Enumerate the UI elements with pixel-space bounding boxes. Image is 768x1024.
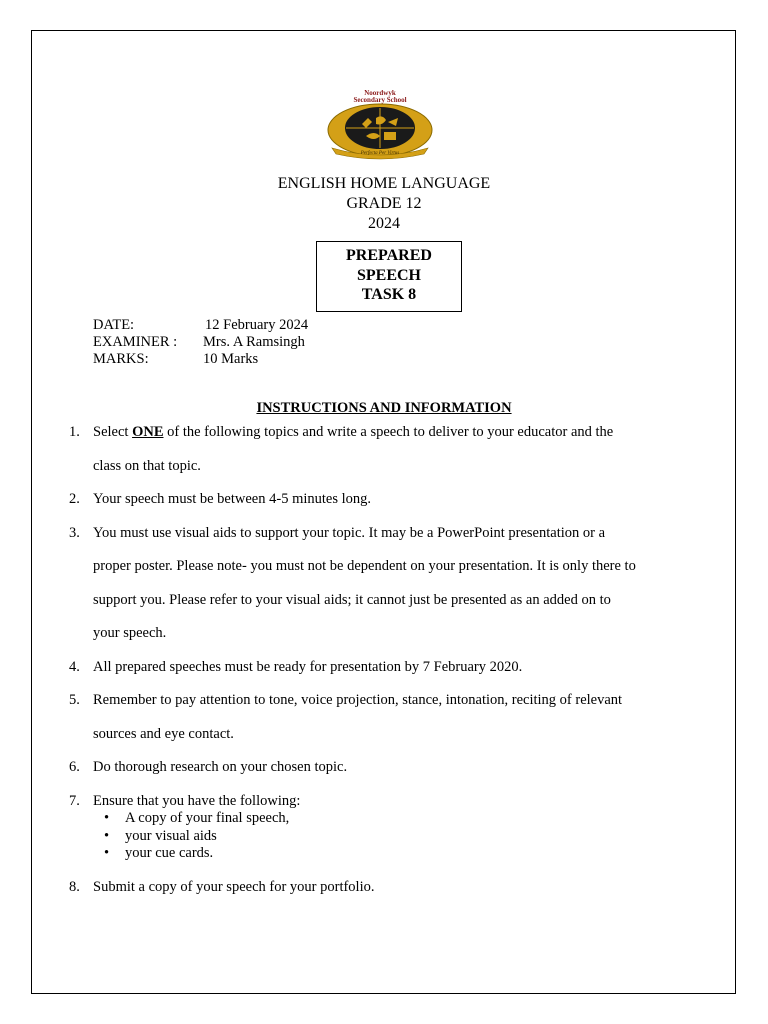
instruction-3-line1: You must use visual aids to support your topic. It may be a PowerPoint presentation or a [93, 524, 606, 541]
instruction-3-line3: support you. Please refer to your visual aids; it cannot just be presented as an added on to [93, 591, 611, 608]
instruction-number: 8. [69, 878, 80, 895]
instruction-4-text: All prepared speeches must be ready for presentation by 7 February 2020. [93, 658, 523, 675]
instruction-2-text: Your speech must be between 4-5 minutes long. [93, 491, 372, 507]
instruction-1-emphasis: ONE [132, 424, 164, 440]
instruction-6-text: Do thorough research on your chosen topic. [93, 759, 348, 775]
instruction-number: 6. [69, 759, 80, 775]
task-line-2: SPEECH [356, 266, 421, 284]
instruction-7-text: Ensure that you have the following: [93, 792, 301, 809]
instruction-item-8 [69, 871, 689, 905]
instruction-7-bullets [69, 810, 689, 863]
date-value: 12 February 2024 [205, 317, 309, 333]
bullet-item: • A copy of your final speech, [69, 810, 689, 828]
instruction-number: 5. [69, 692, 80, 708]
subject-title: ENGLISH HOME LANGUAGE [277, 175, 491, 192]
school-crest-icon [318, 88, 442, 160]
instruction-item-3 [69, 517, 689, 651]
instruction-number: 4. [69, 658, 80, 675]
instruction-1-line2: class on that topic. [93, 457, 201, 474]
instruction-number: 7. [69, 792, 80, 809]
task-line-3: TASK 8 [361, 286, 417, 303]
instruction-3-line2: proper poster. Please note- you must not be dependent on your presentation. It is only there to [93, 558, 636, 574]
logo-motto: Perfecta Per Virtus [360, 151, 400, 156]
instruction-item-2 [69, 483, 689, 517]
examiner-label: EXAMINER : [93, 334, 178, 350]
instruction-5-line1: Remember to pay attention to tone, voice projection, stance, intonation, reciting of relevant [93, 692, 623, 708]
task-box [316, 241, 462, 312]
instruction-item-5 [69, 684, 689, 751]
meta-date-row [93, 317, 308, 334]
bullet-item: • your cue cards. [69, 845, 689, 863]
instruction-item-6 [69, 751, 689, 785]
instructions-heading: INSTRUCTIONS AND INFORMATION [256, 400, 512, 416]
marks-value: 10 Marks [203, 351, 259, 367]
logo-school-name-line1: Noordwyk [364, 89, 396, 97]
instruction-1-pre: Select [93, 424, 133, 440]
instruction-1-post: of the following topics and write a speech to deliver to your educator and the [163, 424, 614, 440]
instruction-number: 1. [69, 424, 80, 440]
instruction-item-1 [69, 416, 689, 483]
marks-label: MARKS: [93, 351, 149, 367]
grade-title: GRADE 12 [346, 195, 422, 212]
task-line-1: PREPARED [346, 247, 432, 264]
meta-examiner-row [93, 334, 308, 351]
task-meta [93, 317, 308, 368]
instruction-8-text: Submit a copy of your speech for your portfolio. [93, 878, 375, 895]
date-label: DATE: [93, 317, 135, 333]
bullet-item: • your visual aids [69, 828, 689, 846]
instruction-5-line2: sources and eye contact. [93, 725, 234, 742]
school-logo [318, 88, 442, 160]
instruction-item-4 [69, 651, 689, 685]
instruction-number: 3. [69, 524, 80, 541]
year-title: 2024 [368, 215, 400, 232]
logo-school-name-line2: Secondary School [353, 96, 407, 104]
meta-marks-row [93, 351, 308, 368]
instructions-list [69, 416, 689, 904]
instruction-number: 2. [69, 491, 80, 507]
instruction-3-line4: your speech. [93, 625, 167, 641]
examiner-value: Mrs. A Ramsingh [203, 334, 305, 350]
